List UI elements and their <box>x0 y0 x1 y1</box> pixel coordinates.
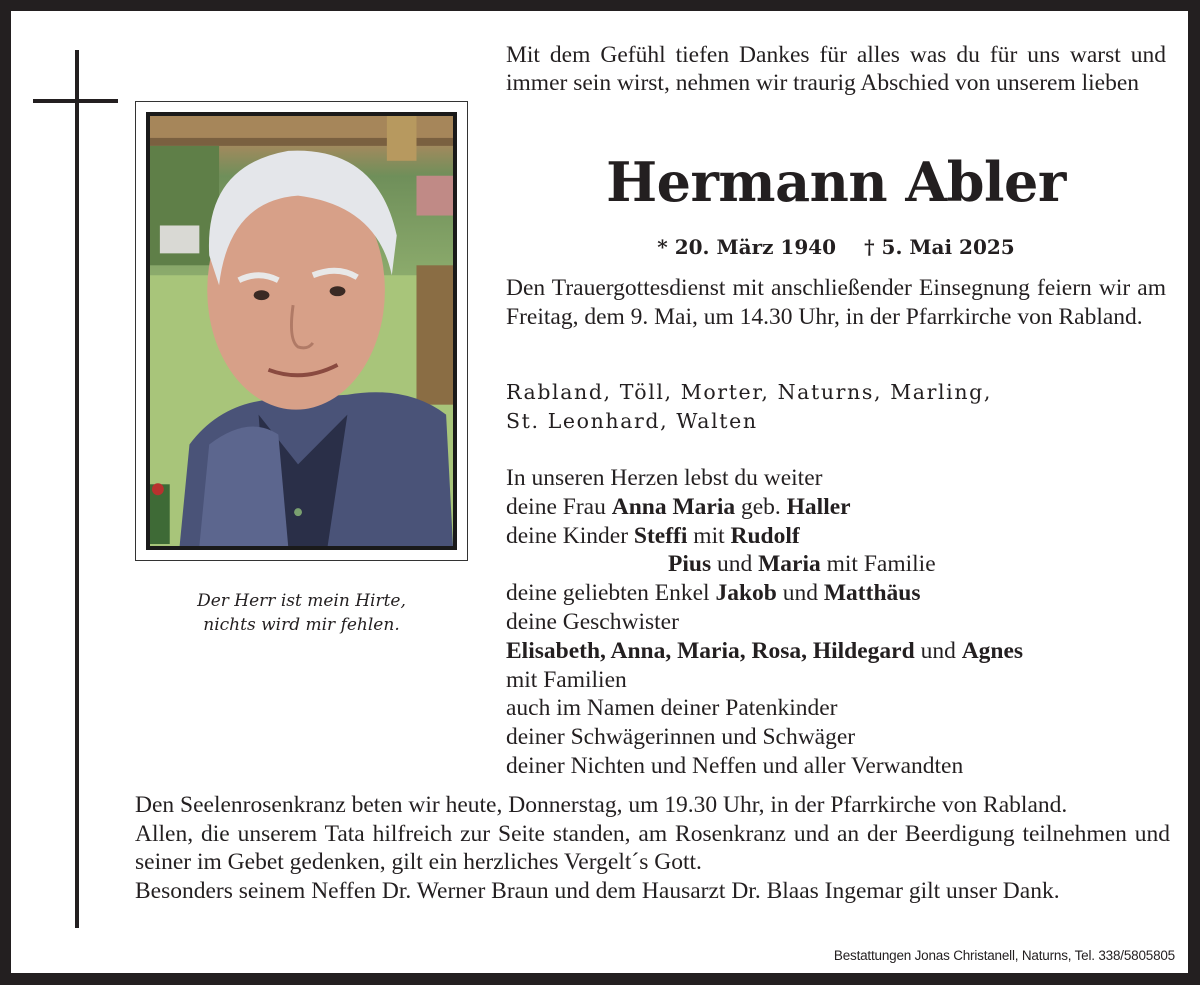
portrait-frame <box>135 101 468 561</box>
cross-icon-vertical-bar <box>75 50 79 928</box>
portrait-photo <box>150 116 453 546</box>
mourner-line: deiner Schwägerinnen und Schwäger <box>506 724 856 751</box>
cross-icon-horizontal-bar <box>33 99 118 103</box>
obituary-notice <box>11 11 1188 973</box>
places-list <box>506 378 1166 436</box>
mourner-line: auch im Namen deiner Patenkinder <box>506 695 838 722</box>
mourners-list <box>506 464 1186 781</box>
funeral-service-text: Den Trauergottesdienst mit anschließender Einsegnung feiern wir am Freitag, dem 9. Mai, um 14.30 Uhr, in der Pfarrkirche von Rabland. <box>506 275 1166 330</box>
thanks-text: Allen, die unserem Tata hilfreich zur Seite standen, am Rosenkranz und an der Beerdigung teilnehmen und seiner im Gebet gedenken, gilt ein herzliches Vergelt´s Gott. <box>135 820 1170 875</box>
bible-verse-caption <box>135 589 468 637</box>
mourner-line: deine Kinder Steffi mit Rudolf <box>506 522 800 549</box>
places-line-2: St. Leonhard, Walten <box>506 409 758 433</box>
mourner-line: deine Frau Anna Maria geb. Haller <box>506 493 851 520</box>
intro-text: Mit dem Gefühl tiefen Dankes für alles was du für uns warst und immer sein wirst, nehmen wir traurig Abschied von unserem lieben <box>506 42 1166 96</box>
caption-line-2: nichts wird mir fehlen. <box>203 615 400 635</box>
mourner-line: deine Geschwister <box>506 608 679 635</box>
undertaker-credit: Bestattungen Jonas Christanell, Naturns, Tel. 338/5805805 <box>833 948 1175 963</box>
mourner-line: In unseren Herzen lebst du weiter <box>506 465 823 491</box>
mourner-line: Elisabeth, Anna, Maria, Rosa, Hildegard und Agnes <box>506 637 1024 664</box>
portrait-illustration <box>150 116 453 546</box>
life-dates <box>506 233 1166 261</box>
places-line-1: Rabland, Töll, Morter, Naturns, Marling, <box>506 380 992 404</box>
closing-text <box>135 791 1170 905</box>
caption-line-1: Der Herr ist mein Hirte, <box>197 591 406 611</box>
portrait-border <box>146 112 457 550</box>
deceased-name: Hermann Abler <box>606 150 1066 214</box>
rosary-text: Den Seelenrosenkranz beten wir heute, Donnerstag, um 19.30 Uhr, in der Pfarrkirche von Rabland. <box>135 792 1068 818</box>
mourner-line: mit Familien <box>506 666 627 693</box>
special-thanks-text: Besonders seinem Neffen Dr. Werner Braun und dem Hausarzt Dr. Blaas Ingemar gilt unser Dank. <box>135 877 1060 904</box>
mourner-line: Pius und Maria mit Familie <box>668 551 936 578</box>
mourner-line: deiner Nichten und Neffen und aller Verwandten <box>506 752 964 779</box>
mourner-line: deine geliebten Enkel Jakob und Matthäus <box>506 580 921 607</box>
birth-date: * 20. März 1940 <box>657 235 837 259</box>
death-date: † 5. Mai 2025 <box>864 235 1015 259</box>
